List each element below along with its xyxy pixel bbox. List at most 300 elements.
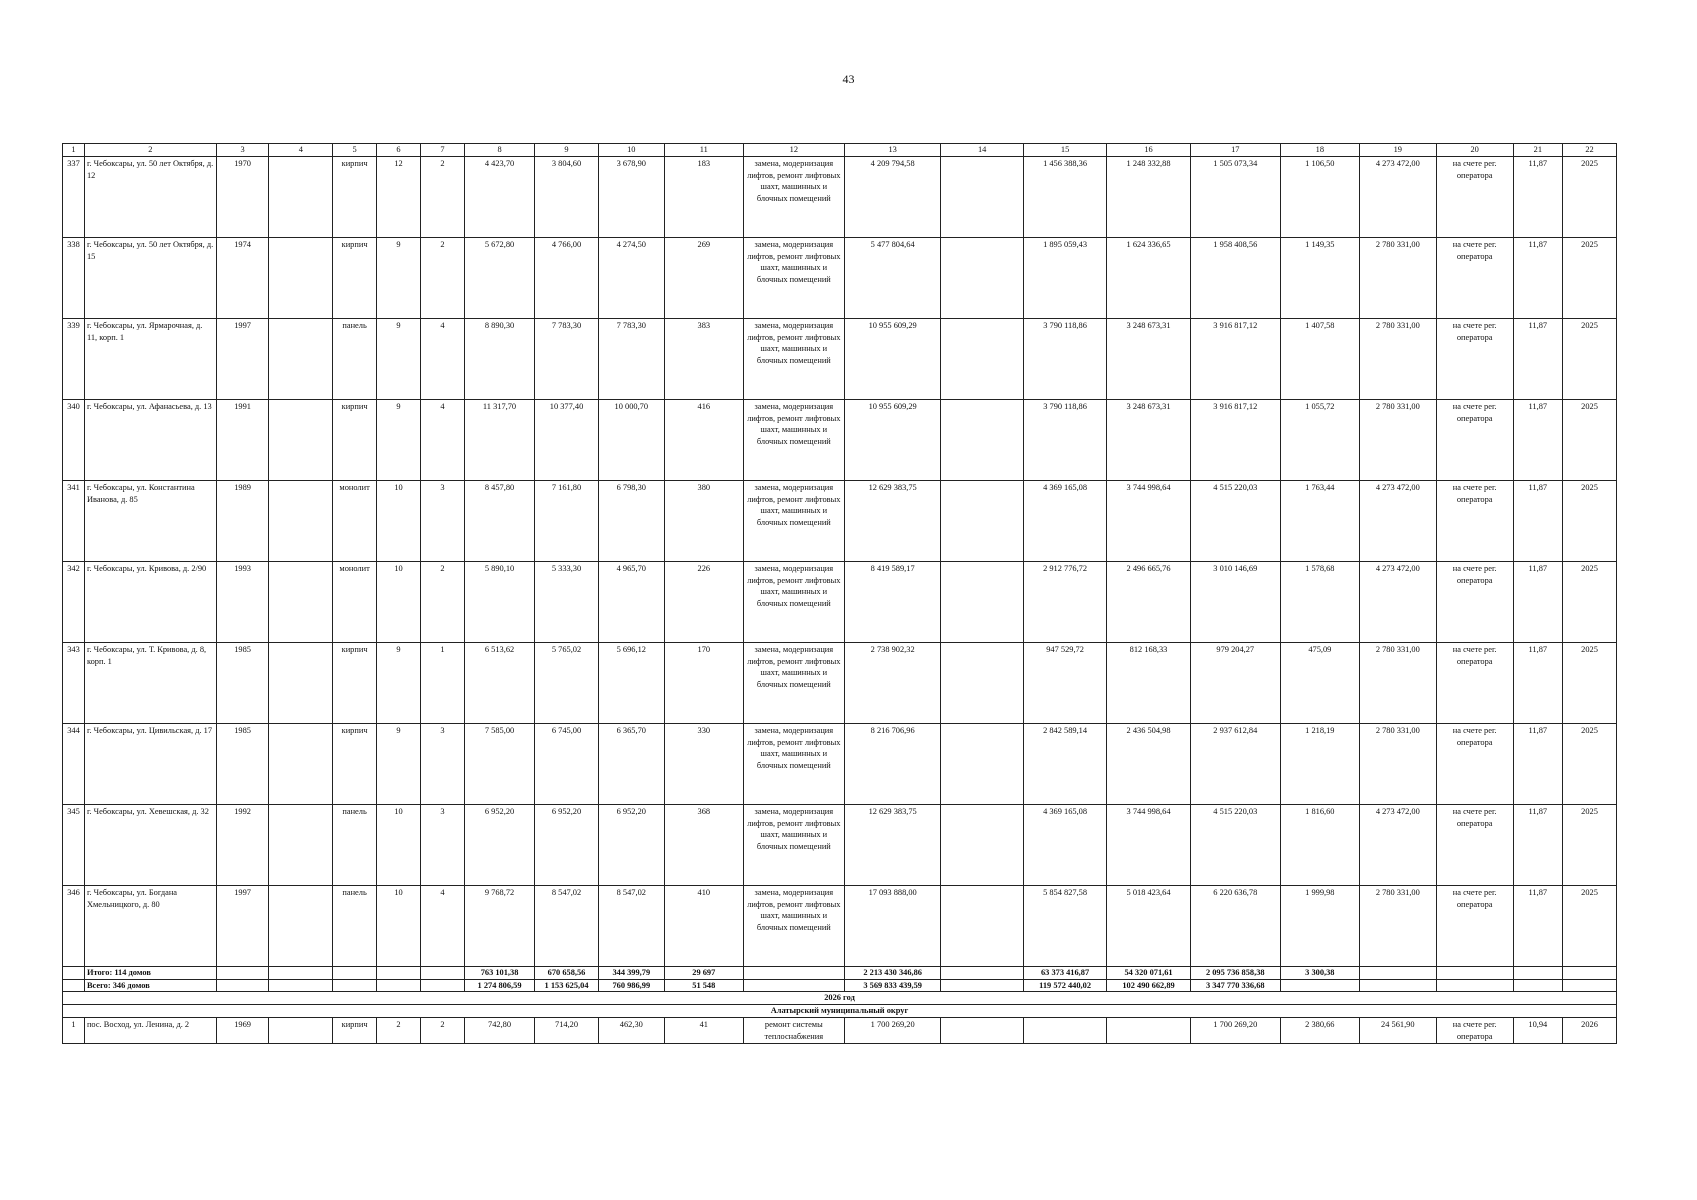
funding-cell: 3 916 817,12: [1190, 399, 1280, 480]
wall-material-cell: панель: [333, 318, 377, 399]
col-header: 7: [420, 144, 464, 157]
total-area-cell: 4 423,70: [464, 156, 534, 237]
col-header: 17: [1190, 144, 1280, 157]
floors-cell: 9: [377, 318, 421, 399]
empty-cell: [1513, 966, 1562, 979]
total-area-cell: 742,80: [464, 1017, 534, 1044]
entrances-cell: 3: [420, 804, 464, 885]
total-cost-cell: 8 216 706,96: [844, 723, 941, 804]
floors-cell: 9: [377, 399, 421, 480]
premises-area-cell: 714,20: [535, 1017, 599, 1044]
residents-cell: 41: [664, 1017, 743, 1044]
floors-cell: 10: [377, 804, 421, 885]
entrances-cell: 3: [420, 480, 464, 561]
residents-cell: 368: [664, 804, 743, 885]
total-area-cell: 6 952,20: [464, 804, 534, 885]
floors-cell: 9: [377, 642, 421, 723]
funding-cell: 3 790 118,86: [1023, 399, 1106, 480]
residents-cell: 183: [664, 156, 743, 237]
account-method-cell: на счете рег. оператора: [1436, 237, 1513, 318]
empty-cell: [377, 966, 421, 979]
empty-cell: [941, 480, 1023, 561]
specific-cost-cell: 1 055,72: [1280, 399, 1359, 480]
wall-material-cell: кирпич: [333, 156, 377, 237]
empty-cell: [941, 723, 1023, 804]
col-header: 4: [269, 144, 333, 157]
empty-cell: [420, 966, 464, 979]
total-cost-cell: 4 209 794,58: [844, 156, 941, 237]
wall-material-cell: кирпич: [333, 1017, 377, 1044]
row-number: 339: [63, 318, 85, 399]
total-cost-cell: 12 629 383,75: [844, 804, 941, 885]
col-header: 19: [1359, 144, 1436, 157]
premises-area-cell: 6 745,00: [535, 723, 599, 804]
residents-cell: 269: [664, 237, 743, 318]
funding-cell: 3 744 998,64: [1107, 480, 1190, 561]
grand-total-residential-area: 760 986,99: [598, 979, 664, 992]
entrances-cell: 4: [420, 318, 464, 399]
empty-cell: [269, 156, 333, 237]
col-header: 21: [1513, 144, 1562, 157]
specific-cost-cell: 1 999,98: [1280, 885, 1359, 966]
subtotal-label: Итого: 114 домов: [84, 966, 216, 979]
col-header: 6: [377, 144, 421, 157]
empty-cell: [269, 561, 333, 642]
specific-cost-cell: 475,09: [1280, 642, 1359, 723]
floors-cell: 10: [377, 480, 421, 561]
entrances-cell: 4: [420, 399, 464, 480]
empty-cell: [941, 642, 1023, 723]
work-type-cell: замена, модернизация лифтов, ремонт лифтовых шахт, машинных и блочных помещений: [743, 642, 844, 723]
funding-cell: 4 515 220,03: [1190, 480, 1280, 561]
empty-cell: [269, 979, 333, 992]
funding-cell: 3 010 146,69: [1190, 561, 1280, 642]
build-year-cell: 1974: [216, 237, 269, 318]
residents-cell: 416: [664, 399, 743, 480]
funding-cell: 4 369 165,08: [1023, 804, 1106, 885]
planned-year-cell: 2025: [1563, 237, 1617, 318]
total-area-cell: 7 585,00: [464, 723, 534, 804]
empty-cell: [269, 1017, 333, 1044]
col-header: 5: [333, 144, 377, 157]
account-method-cell: на счете рег. оператора: [1436, 399, 1513, 480]
funding-cell: 5 854 827,58: [1023, 885, 1106, 966]
build-year-cell: 1969: [216, 1017, 269, 1044]
empty-cell: [1563, 966, 1617, 979]
year-heading-row: [63, 992, 1617, 1005]
address-cell: г. Чебоксары, ул. Богдана Хмельницкого, д. 80: [84, 885, 216, 966]
cost-limit-cell: 2 780 331,00: [1359, 885, 1436, 966]
empty-cell: [333, 966, 377, 979]
row-number: 341: [63, 480, 85, 561]
row-number: 342: [63, 561, 85, 642]
planned-year-cell: 2025: [1563, 399, 1617, 480]
address-cell: г. Чебоксары, ул. Кривова, д. 2/90: [84, 561, 216, 642]
cost-limit-cell: 24 561,90: [1359, 1017, 1436, 1044]
floors-cell: 12: [377, 156, 421, 237]
funding-cell: 1 624 336,65: [1107, 237, 1190, 318]
entrances-cell: 3: [420, 723, 464, 804]
planned-year-cell: 2025: [1563, 885, 1617, 966]
residential-area-cell: 8 547,02: [598, 885, 664, 966]
contribution-rate-cell: 11,87: [1513, 318, 1562, 399]
wall-material-cell: кирпич: [333, 723, 377, 804]
funding-cell: 3 790 118,86: [1023, 318, 1106, 399]
empty-cell: [269, 642, 333, 723]
cost-limit-cell: 2 780 331,00: [1359, 399, 1436, 480]
floors-cell: 10: [377, 561, 421, 642]
grand-total-funding: 3 347 770 336,68: [1190, 979, 1280, 992]
build-year-cell: 1997: [216, 318, 269, 399]
contribution-rate-cell: 11,87: [1513, 804, 1562, 885]
account-method-cell: на счете рег. оператора: [1436, 885, 1513, 966]
planned-year-cell: 2025: [1563, 804, 1617, 885]
address-cell: г. Чебоксары, ул. Ярмарочная, д. 11, корп. 1: [84, 318, 216, 399]
entrances-cell: 2: [420, 561, 464, 642]
total-area-cell: 6 513,62: [464, 642, 534, 723]
build-year-cell: 1985: [216, 642, 269, 723]
address-cell: г. Чебоксары, ул. Т. Кривова, д. 8, корп. 1: [84, 642, 216, 723]
empty-cell: [1436, 979, 1513, 992]
subtotal-residents: 29 697: [664, 966, 743, 979]
col-header: 2: [84, 144, 216, 157]
account-method-cell: на счете рег. оператора: [1436, 561, 1513, 642]
wall-material-cell: панель: [333, 804, 377, 885]
address-cell: г. Чебоксары, ул. Афанасьева, д. 13: [84, 399, 216, 480]
empty-cell: [377, 979, 421, 992]
funding-cell: 1 895 059,43: [1023, 237, 1106, 318]
col-header: 20: [1436, 144, 1513, 157]
row-number: 337: [63, 156, 85, 237]
address-cell: г. Чебоксары, ул. Цивильская, д. 17: [84, 723, 216, 804]
col-header: 13: [844, 144, 941, 157]
district-heading-row: [63, 1005, 1617, 1018]
subtotal-premises-area: 670 658,56: [535, 966, 599, 979]
empty-cell: [941, 804, 1023, 885]
build-year-cell: 1985: [216, 723, 269, 804]
empty-cell: [269, 318, 333, 399]
empty-cell: [743, 979, 844, 992]
floors-cell: 10: [377, 885, 421, 966]
address-cell: пос. Восход, ул. Ленина, д. 2: [84, 1017, 216, 1044]
account-method-cell: на счете рег. оператора: [1436, 480, 1513, 561]
total-cost-cell: 10 955 609,29: [844, 399, 941, 480]
table-row: [63, 804, 1617, 885]
residents-cell: 330: [664, 723, 743, 804]
account-method-cell: на счете рег. оператора: [1436, 642, 1513, 723]
residents-cell: 170: [664, 642, 743, 723]
row-number: 346: [63, 885, 85, 966]
table-row: [63, 723, 1617, 804]
build-year-cell: 1997: [216, 885, 269, 966]
empty-cell: [941, 885, 1023, 966]
col-header: 11: [664, 144, 743, 157]
contribution-rate-cell: 11,87: [1513, 399, 1562, 480]
col-header: 12: [743, 144, 844, 157]
table-row: [63, 480, 1617, 561]
empty-cell: [1436, 966, 1513, 979]
work-type-cell: замена, модернизация лифтов, ремонт лифтовых шахт, машинных и блочных помещений: [743, 399, 844, 480]
funding-cell: 1 958 408,56: [1190, 237, 1280, 318]
funding-cell: 979 204,27: [1190, 642, 1280, 723]
residential-area-cell: 7 783,30: [598, 318, 664, 399]
address-cell: г. Чебоксары, ул. 50 лет Октября, д. 12: [84, 156, 216, 237]
empty-cell: [941, 318, 1023, 399]
work-type-cell: замена, модернизация лифтов, ремонт лифтовых шахт, машинных и блочных помещений: [743, 237, 844, 318]
account-method-cell: на счете рег. оператора: [1436, 723, 1513, 804]
specific-cost-cell: 1 763,44: [1280, 480, 1359, 561]
grand-total-label: Всего: 346 домов: [84, 979, 216, 992]
funding-cell: 3 248 673,31: [1107, 399, 1190, 480]
grand-total-residents: 51 548: [664, 979, 743, 992]
funding-cell: 812 168,33: [1107, 642, 1190, 723]
account-method-cell: на счете рег. оператора: [1436, 1017, 1513, 1044]
floors-cell: 9: [377, 723, 421, 804]
residents-cell: 410: [664, 885, 743, 966]
residential-area-cell: 462,30: [598, 1017, 664, 1044]
residential-area-cell: 3 678,90: [598, 156, 664, 237]
total-cost-cell: 8 419 589,17: [844, 561, 941, 642]
wall-material-cell: кирпич: [333, 237, 377, 318]
specific-cost-cell: 1 149,35: [1280, 237, 1359, 318]
subtotal-residential-area: 344 399,79: [598, 966, 664, 979]
empty-cell: [269, 399, 333, 480]
funding-cell: 2 436 504,98: [1107, 723, 1190, 804]
funding-cell: 1 248 332,88: [1107, 156, 1190, 237]
work-type-cell: ремонт системы теплоснабжения: [743, 1017, 844, 1044]
grand-total-funding: 119 572 440,02: [1023, 979, 1106, 992]
cost-limit-cell: 2 780 331,00: [1359, 318, 1436, 399]
subtotal-funding: 63 373 416,87: [1023, 966, 1106, 979]
total-area-cell: 5 672,80: [464, 237, 534, 318]
specific-cost-cell: 2 380,66: [1280, 1017, 1359, 1044]
subtotal-total-area: 763 101,38: [464, 966, 534, 979]
empty-cell: [216, 966, 269, 979]
funding-cell: 3 744 998,64: [1107, 804, 1190, 885]
empty-cell: [1513, 979, 1562, 992]
cost-limit-cell: 4 273 472,00: [1359, 480, 1436, 561]
subtotal-row: [63, 966, 1617, 979]
grand-total-total-area: 1 274 806,59: [464, 979, 534, 992]
grand-total-total-cost: 3 569 833 439,59: [844, 979, 941, 992]
funding-cell: 3 248 673,31: [1107, 318, 1190, 399]
contribution-rate-cell: 10,94: [1513, 1017, 1562, 1044]
empty-cell: [269, 885, 333, 966]
work-type-cell: замена, модернизация лифтов, ремонт лифтовых шахт, машинных и блочных помещений: [743, 723, 844, 804]
funding-cell: [1023, 1017, 1106, 1044]
planned-year-cell: 2026: [1563, 1017, 1617, 1044]
total-cost-cell: 1 700 269,20: [844, 1017, 941, 1044]
subtotal-funding: 54 320 071,61: [1107, 966, 1190, 979]
premises-area-cell: 4 766,00: [535, 237, 599, 318]
residential-area-cell: 5 696,12: [598, 642, 664, 723]
empty-cell: [63, 979, 85, 992]
row-number: 345: [63, 804, 85, 885]
planned-year-cell: 2025: [1563, 156, 1617, 237]
entrances-cell: 2: [420, 237, 464, 318]
specific-cost-cell: 1 218,19: [1280, 723, 1359, 804]
table-row: [63, 156, 1617, 237]
page-number: 43: [842, 72, 855, 86]
funding-cell: 2 842 589,14: [1023, 723, 1106, 804]
work-type-cell: замена, модернизация лифтов, ремонт лифтовых шахт, машинных и блочных помещений: [743, 480, 844, 561]
planned-year-cell: 2025: [1563, 723, 1617, 804]
funding-cell: 3 916 817,12: [1190, 318, 1280, 399]
col-header: 3: [216, 144, 269, 157]
total-cost-cell: 2 738 902,32: [844, 642, 941, 723]
col-header: 1: [63, 144, 85, 157]
premises-area-cell: 5 765,02: [535, 642, 599, 723]
table-row: [63, 399, 1617, 480]
empty-cell: [1359, 966, 1436, 979]
table-row: [63, 885, 1617, 966]
specific-cost-cell: 1 578,68: [1280, 561, 1359, 642]
row-number: 343: [63, 642, 85, 723]
subtotal-specific-cost: 3 300,38: [1280, 966, 1359, 979]
build-year-cell: 1991: [216, 399, 269, 480]
contribution-rate-cell: 11,87: [1513, 156, 1562, 237]
funding-cell: 2 912 776,72: [1023, 561, 1106, 642]
total-area-cell: 8 890,30: [464, 318, 534, 399]
row-number: 1: [63, 1017, 85, 1044]
premises-area-cell: 7 783,30: [535, 318, 599, 399]
specific-cost-cell: 1 106,50: [1280, 156, 1359, 237]
subtotal-total-cost: 2 213 430 346,86: [844, 966, 941, 979]
build-year-cell: 1989: [216, 480, 269, 561]
total-area-cell: 9 768,72: [464, 885, 534, 966]
residential-area-cell: 4 965,70: [598, 561, 664, 642]
grand-total-row: [63, 979, 1617, 992]
col-header: 9: [535, 144, 599, 157]
empty-cell: [941, 1017, 1023, 1044]
residential-area-cell: 6 365,70: [598, 723, 664, 804]
premises-area-cell: 6 952,20: [535, 804, 599, 885]
wall-material-cell: кирпич: [333, 399, 377, 480]
planned-year-cell: 2025: [1563, 480, 1617, 561]
total-cost-cell: 12 629 383,75: [844, 480, 941, 561]
year-heading: 2026 год: [63, 992, 1617, 1005]
entrances-cell: 4: [420, 885, 464, 966]
empty-cell: [1563, 979, 1617, 992]
floors-cell: 9: [377, 237, 421, 318]
wall-material-cell: кирпич: [333, 642, 377, 723]
work-type-cell: замена, модернизация лифтов, ремонт лифтовых шахт, машинных и блочных помещений: [743, 561, 844, 642]
funding-cell: 6 220 636,78: [1190, 885, 1280, 966]
entrances-cell: 2: [420, 156, 464, 237]
table-row: [63, 1017, 1617, 1044]
table-row: [63, 237, 1617, 318]
empty-cell: [941, 561, 1023, 642]
cost-limit-cell: 4 273 472,00: [1359, 804, 1436, 885]
funding-cell: 2 496 665,76: [1107, 561, 1190, 642]
total-area-cell: 8 457,80: [464, 480, 534, 561]
cost-limit-cell: 2 780 331,00: [1359, 723, 1436, 804]
col-header: 22: [1563, 144, 1617, 157]
empty-cell: [269, 480, 333, 561]
grand-total-premises-area: 1 153 625,04: [535, 979, 599, 992]
row-number: 338: [63, 237, 85, 318]
funding-cell: 5 018 423,64: [1107, 885, 1190, 966]
col-header: 16: [1107, 144, 1190, 157]
planned-year-cell: 2025: [1563, 318, 1617, 399]
residents-cell: 226: [664, 561, 743, 642]
funding-cell: 1 456 388,36: [1023, 156, 1106, 237]
col-header: 10: [598, 144, 664, 157]
residents-cell: 383: [664, 318, 743, 399]
empty-cell: [1280, 979, 1359, 992]
entrances-cell: 1: [420, 642, 464, 723]
capital-repair-table: [62, 143, 1617, 1044]
work-type-cell: замена, модернизация лифтов, ремонт лифтовых шахт, машинных и блочных помещений: [743, 885, 844, 966]
empty-cell: [743, 966, 844, 979]
build-year-cell: 1970: [216, 156, 269, 237]
empty-cell: [269, 966, 333, 979]
empty-cell: [269, 804, 333, 885]
funding-cell: 4 369 165,08: [1023, 480, 1106, 561]
premises-area-cell: 7 161,80: [535, 480, 599, 561]
funding-cell: 1 700 269,20: [1190, 1017, 1280, 1044]
premises-area-cell: 10 377,40: [535, 399, 599, 480]
grand-total-funding: 102 490 662,89: [1107, 979, 1190, 992]
cost-limit-cell: 2 780 331,00: [1359, 237, 1436, 318]
table-row: [63, 561, 1617, 642]
district-heading: Алатырский муниципальный округ: [63, 1005, 1617, 1018]
empty-cell: [63, 966, 85, 979]
funding-cell: 1 505 073,34: [1190, 156, 1280, 237]
build-year-cell: 1993: [216, 561, 269, 642]
total-cost-cell: 10 955 609,29: [844, 318, 941, 399]
empty-cell: [941, 156, 1023, 237]
contribution-rate-cell: 11,87: [1513, 480, 1562, 561]
floors-cell: 2: [377, 1017, 421, 1044]
funding-cell: [1107, 1017, 1190, 1044]
total-area-cell: 5 890,10: [464, 561, 534, 642]
cost-limit-cell: 4 273 472,00: [1359, 561, 1436, 642]
work-type-cell: замена, модернизация лифтов, ремонт лифтовых шахт, машинных и блочных помещений: [743, 156, 844, 237]
planned-year-cell: 2025: [1563, 561, 1617, 642]
funding-cell: 4 515 220,03: [1190, 804, 1280, 885]
column-number-row: [63, 144, 1617, 157]
residential-area-cell: 6 952,20: [598, 804, 664, 885]
total-area-cell: 11 317,70: [464, 399, 534, 480]
residential-area-cell: 10 000,70: [598, 399, 664, 480]
address-cell: г. Чебоксары, ул. Константина Иванова, д. 85: [84, 480, 216, 561]
residents-cell: 380: [664, 480, 743, 561]
subtotal-funding: 2 095 736 858,38: [1190, 966, 1280, 979]
contribution-rate-cell: 11,87: [1513, 885, 1562, 966]
account-method-cell: на счете рег. оператора: [1436, 804, 1513, 885]
work-type-cell: замена, модернизация лифтов, ремонт лифтовых шахт, машинных и блочных помещений: [743, 318, 844, 399]
funding-cell: 947 529,72: [1023, 642, 1106, 723]
empty-cell: [269, 723, 333, 804]
premises-area-cell: 8 547,02: [535, 885, 599, 966]
table-row: [63, 318, 1617, 399]
specific-cost-cell: 1 407,58: [1280, 318, 1359, 399]
contribution-rate-cell: 11,87: [1513, 561, 1562, 642]
wall-material-cell: монолит: [333, 561, 377, 642]
empty-cell: [941, 399, 1023, 480]
cost-limit-cell: 4 273 472,00: [1359, 156, 1436, 237]
funding-cell: 2 937 612,84: [1190, 723, 1280, 804]
contribution-rate-cell: 11,87: [1513, 723, 1562, 804]
empty-cell: [269, 237, 333, 318]
row-number: 340: [63, 399, 85, 480]
residential-area-cell: 6 798,30: [598, 480, 664, 561]
table-row: [63, 642, 1617, 723]
empty-cell: [941, 979, 1023, 992]
empty-cell: [941, 966, 1023, 979]
empty-cell: [1359, 979, 1436, 992]
